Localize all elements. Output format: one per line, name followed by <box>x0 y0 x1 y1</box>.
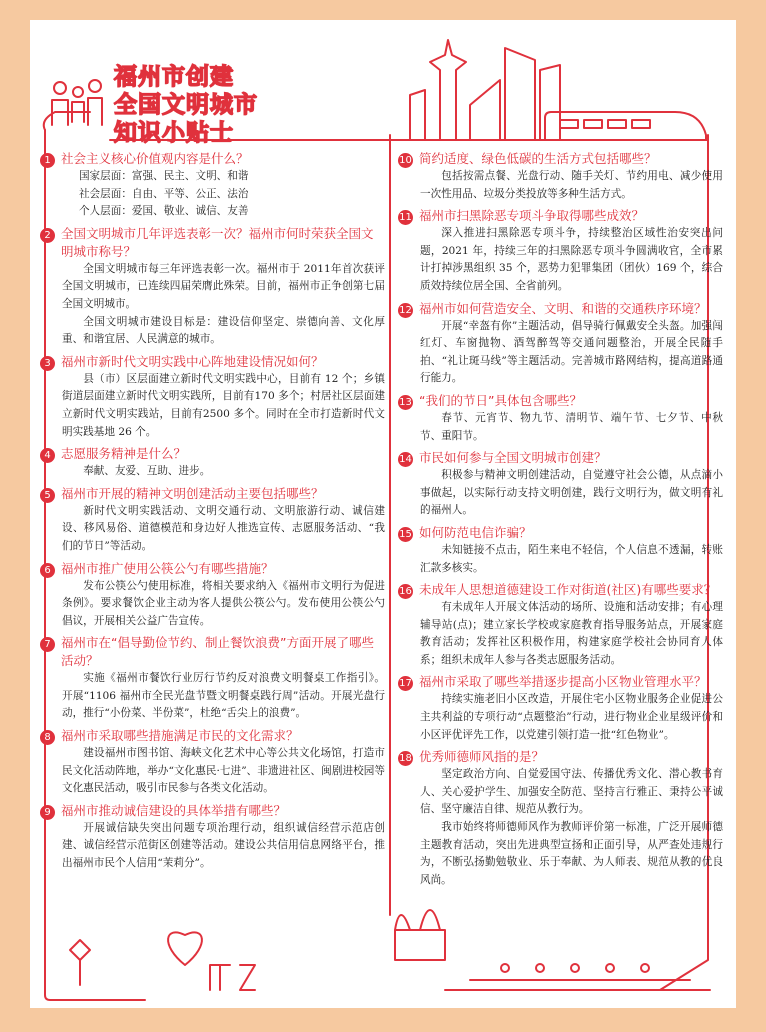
question-title: 福州市推广使用公筷公勺有哪些措施？ <box>61 560 274 576</box>
question-answer <box>40 371 385 441</box>
question-header <box>398 449 723 467</box>
question-answer <box>398 410 723 445</box>
tower-icon <box>430 40 466 140</box>
question-item <box>40 634 385 723</box>
question-answer <box>398 766 723 889</box>
question-answer <box>40 261 385 349</box>
left-column <box>40 150 385 877</box>
answer-paragraph: 积极参与精神文明创建活动，自觉遵守社会公德，从点滴小事做起，以实际行动支持文明创建，践行文明行为，做文明有礼的福州人。 <box>420 469 723 517</box>
question-header <box>40 225 385 261</box>
question-title: 优秀师德师风指的是？ <box>419 749 545 765</box>
question-header <box>398 207 723 225</box>
answer-paragraph: 春节、元宵节、物九节、清明节、端午节、七夕节、中秋节、重阳节。 <box>420 411 723 442</box>
question-number-badge: 15 <box>399 528 412 540</box>
question-header <box>398 673 723 691</box>
question-item <box>40 802 385 873</box>
question-header <box>398 581 723 599</box>
question-title: 志愿服务精神是什么？ <box>61 446 187 462</box>
question-title: 福州市推动诚信建设的具体举措有哪些？ <box>61 802 287 818</box>
answer-paragraph: 全国文明城市建设目标是：建设信仰坚定、崇德向善、文化厚重、和谐宜居、人民满意的城市。 <box>62 315 385 346</box>
title-line-1: 福州市创建 <box>114 64 234 90</box>
question-header <box>398 524 723 542</box>
question-answer <box>40 503 385 556</box>
question-header <box>40 353 385 371</box>
question-header <box>40 445 385 463</box>
answer-paragraph: 坚定政治方向、自觉爱国守法、传播优秀文化、潜心教书育人、关心爱护学生、加强安全防范、坚持言行雅正、秉持公平诚信、坚守廉洁自律、规范从教行为。 <box>420 768 723 816</box>
question-number-badge: 4 <box>40 448 55 463</box>
question-answer <box>398 542 723 577</box>
question-item <box>398 449 723 520</box>
answer-paragraph: 建设福州市图书馆、海峡文化艺术中心等公共文化场馆，打造市民文化活动阵地，举办“文化惠民·七进”、非遗进社区、闽剧进校园等文化惠民活动，吸引市民参与各类文化活动。 <box>62 747 385 795</box>
question-item <box>398 150 723 203</box>
answer-paragraph: 我市始终将师德师风作为教师评价第一标准，广泛开展师德主题教育活动，突出先进典型宣扬和正面引导，从严查处违规行为，不断弘扬勤勉敬业、乐于奉献、为人师表、规范从教的优良风尚。 <box>420 821 723 886</box>
question-item <box>40 727 385 798</box>
question-answer <box>398 225 723 295</box>
answer-paragraph: 国家层面：富强、民主、文明、和谐 <box>78 170 249 182</box>
title-line-2: 全国文明城市 <box>114 92 258 118</box>
question-number-badge: 10 <box>399 155 412 166</box>
question-number-badge: 13 <box>399 396 412 408</box>
question-answer <box>398 467 723 520</box>
question-title: 福州市开展的精神文明创建活动主要包括哪些？ <box>61 485 324 501</box>
answer-paragraph: 社会层面：自由、平等、公正、法治 <box>78 187 249 200</box>
question-title: 市民如何参与全国文明城市创建？ <box>419 450 607 466</box>
question-item <box>40 560 385 631</box>
question-title: 社会主义核心价值观内容是什么？ <box>61 151 249 166</box>
question-number-badge: 7 <box>40 637 55 652</box>
question-item <box>398 673 723 744</box>
question-answer <box>40 168 385 221</box>
question-title: 福州市采取了哪些举措逐步提高小区物业管理水平？ <box>419 674 707 690</box>
answer-paragraph: 未知链接不点击，陌生来电不轻信，个人信息不透漏，转账汇款多核实。 <box>420 543 723 574</box>
question-answer <box>40 578 385 631</box>
question-header <box>398 150 723 168</box>
question-number-badge: 14 <box>399 454 412 466</box>
question-number-badge: 11 <box>399 212 412 224</box>
question-number-badge: 5 <box>40 488 55 503</box>
question-answer <box>40 670 385 723</box>
answer-paragraph: 个人层面：爱国、敬业、诚信、友善 <box>78 205 249 218</box>
question-item <box>398 581 723 669</box>
building-icon <box>470 80 500 140</box>
question-title: 如何防范电信诈骗？ <box>419 524 532 540</box>
question-header <box>398 748 723 766</box>
question-answer <box>40 463 385 481</box>
answer-paragraph: 开展诚信缺失突出问题专项治理行动，组织诚信经营示范店创建、诚信经营示范街区创建等活动。建设公共信用信息网络平台，推出福州市民个人信用“茉莉分”。 <box>62 821 385 870</box>
question-number-badge: 6 <box>40 563 55 578</box>
question-answer <box>40 820 385 873</box>
question-number-badge: 2 <box>40 228 55 243</box>
answer-paragraph: 发布公筷公勺使用标准，将相关要求纳入《福州市文明行为促进条例》。要求餐饮企业主动为客人提供公筷公勺。发布使用公筷公勺倡议，开展相关公益广告宣传。 <box>62 579 385 627</box>
question-item <box>398 300 723 388</box>
question-title: “我们的节日”具体包含哪些？ <box>419 392 582 408</box>
question-item <box>40 445 385 481</box>
question-answer <box>398 599 723 669</box>
question-header <box>398 300 723 318</box>
question-number-badge: 18 <box>399 753 412 765</box>
question-header <box>40 634 385 670</box>
answer-paragraph: 实施《福州市餐饮行业厉行节约反对浪费文明餐桌工作指引》。开展“1106 福州市全民光盘节暨文明餐桌践行周”活动。开展光盘行动，推行“小份菜、半份菜”，杜绝“舌尖上的浪费”。 <box>62 672 385 720</box>
question-number-badge: 12 <box>399 304 412 316</box>
answer-paragraph: 深入推进扫黑除恶专项斗争，持续整治区域性治安突出问题，2021 年，持续三年的扫黑除恶专项斗争圆满收官，全市累计打掉涉黑组织 35 个，恶势力犯罪集团（团伙）169 个，综合质效持续位居全国、全省前列。 <box>420 227 723 292</box>
question-item <box>40 150 385 221</box>
question-item <box>40 485 385 556</box>
question-item <box>398 748 723 889</box>
answer-paragraph: 全国文明城市每三年评选表彰一次。福州市于 2011年首次获评全国文明城市，已连续四届荣膺此殊荣。目前，福州市正争创第七届全国文明城市。 <box>62 262 385 310</box>
question-item <box>398 392 723 445</box>
question-title: 简约适度、绿色低碳的生活方式包括哪些？ <box>419 151 657 166</box>
question-title: 福州市在“倡导勤俭节约、制止餐饮浪费”方面开展了哪些活动？ <box>61 635 374 669</box>
answer-paragraph: 新时代文明实践活动、文明交通行动、文明旅游行动、诚信建设、移风易俗、道德模范和身边好人推选宣传、志愿服务活动、“我们的节日”等活动。 <box>62 504 385 552</box>
knot-icon <box>70 940 90 985</box>
question-header <box>40 560 385 578</box>
question-number-badge: 16 <box>399 586 412 598</box>
answer-paragraph: 县（市）区层面建立新时代文明实践中心，目前有 12 个；乡镇街道层面建立新时代文明实践所，目前有170 多个；村居社区层面建立新时代文明实践站，目前有2500 多个。同时在全市打造新时代文明实践基地 26 个。 <box>62 372 385 438</box>
question-header <box>40 802 385 820</box>
title-line-3: 知识小贴士 <box>114 120 234 146</box>
right-column <box>398 150 723 893</box>
answer-paragraph: 开展“幸盔有你”主题活动，倡导骑行佩戴安全头盔。加强闯红灯、车窗抛物、酒驾醉驾等交通问题整治，开展全民随手拍、“礼让斑马线”等主题活动。完善城市路网结构，提高道路通行能力。 <box>420 319 723 385</box>
question-title: 福州市扫黑除恶专项斗争取得哪些成效？ <box>419 208 645 224</box>
question-item <box>398 207 723 295</box>
question-answer <box>40 745 385 798</box>
heart-icon <box>168 932 202 965</box>
question-item <box>40 225 385 349</box>
question-number-badge: 9 <box>40 805 55 820</box>
question-title: 未成年人思想道德建设工作对街道(社区)有哪些要求？ <box>419 582 717 598</box>
question-item <box>40 353 385 441</box>
question-header <box>40 727 385 745</box>
question-number-badge: 3 <box>40 356 55 371</box>
question-item <box>398 524 723 577</box>
answer-paragraph: 包括按需点餐、光盘行动、随手关灯、节约用电、减少使用一次性用品、垃圾分类投放等多种生活方式。 <box>420 170 723 200</box>
question-title: 福州市如何营造安全、文明、和谐的交通秩序环境？ <box>419 300 707 316</box>
question-header <box>398 392 723 410</box>
answer-paragraph: 持续实施老旧小区改造，开展住宅小区物业服务企业促进公主共利益的专项行动“点题整治”行动，进行物业企业星级评价和小区评优评先工作，以党建引领打造一批“红色物业”。 <box>420 693 723 741</box>
question-header <box>40 485 385 503</box>
question-header <box>40 150 385 168</box>
question-number-badge: 1 <box>40 153 55 168</box>
question-title: 福州市采取哪些措施满足市民的文化需求？ <box>61 728 299 744</box>
question-answer <box>398 318 723 388</box>
answer-paragraph: 有未成年人开展文体活动的场所、设施和活动安排；有心理辅导站(点)；建立家长学校或家庭教育指导服务站点，开展家庭教育活动；发挥社区积极作用，构建家庭学校社会协同育人体系；组织未成年人参与各类志愿服务活动。 <box>420 601 723 666</box>
question-title: 福州市新时代文明实践中心阵地建设情况如何？ <box>61 353 324 369</box>
question-number-badge: 8 <box>40 730 55 745</box>
question-title: 全国文明城市几年评选表彰一次？福州市何时荣获全国文明城市称号？ <box>61 225 374 259</box>
question-answer <box>398 691 723 744</box>
question-answer <box>398 168 723 203</box>
question-number-badge: 17 <box>399 678 412 690</box>
answer-paragraph: 奉献、友爱、互助、进步。 <box>83 465 211 478</box>
